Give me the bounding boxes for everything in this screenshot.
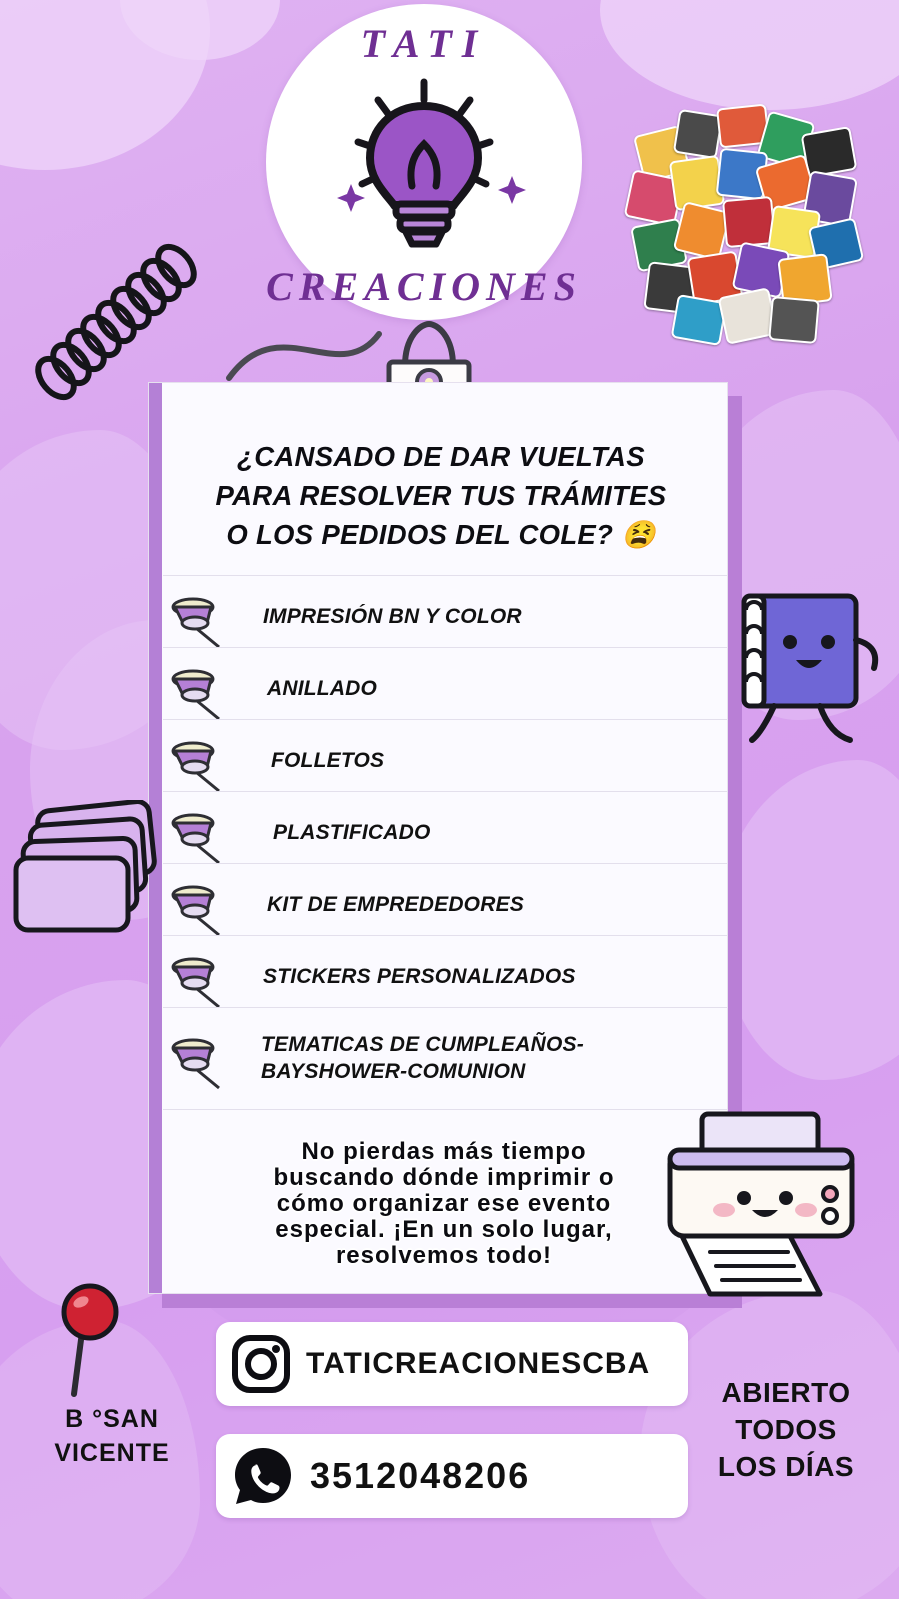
service-row xyxy=(163,1013,727,1103)
sticker-pile-icon xyxy=(628,106,872,350)
row-divider xyxy=(163,1007,727,1008)
hours-line-3: LOS DÍAS xyxy=(717,1450,855,1482)
row-divider xyxy=(163,863,727,864)
pushpin-icon xyxy=(163,1022,241,1094)
heading-line-1: ¿CANSADO DE DAR VUELTAS xyxy=(237,441,645,472)
tired-face-emoji: 😫 xyxy=(621,519,656,551)
bg-petal xyxy=(720,760,899,1080)
instagram-icon[interactable] xyxy=(230,1333,292,1395)
pushpin-icon xyxy=(163,725,241,797)
open-hours-label xyxy=(691,1375,881,1486)
service-row xyxy=(163,653,727,725)
card-stack-icon xyxy=(8,800,178,950)
printer-icon xyxy=(640,1110,888,1310)
service-row xyxy=(163,869,727,941)
hours-line-1: ABIERTO xyxy=(721,1377,851,1408)
closing-line-1: No pierdas más tiempo xyxy=(301,1138,587,1165)
logo-bottom-text: CREACIONES xyxy=(266,264,582,309)
closing-message xyxy=(171,1139,717,1269)
row-divider xyxy=(163,647,727,648)
brand-logo xyxy=(266,4,582,320)
closing-line-2: buscando dónde imprimir o xyxy=(273,1163,615,1191)
pushpin-icon xyxy=(163,941,241,1013)
service-label: STICKERS PERSONALIZADOS xyxy=(263,965,576,989)
card-heading xyxy=(171,437,711,554)
row-divider xyxy=(163,935,727,936)
instagram-contact[interactable] xyxy=(216,1322,688,1406)
bg-blob xyxy=(120,0,280,60)
logo-top-text: TATI xyxy=(360,21,488,66)
heading-line-3 xyxy=(171,515,711,554)
service-row xyxy=(163,941,727,1013)
service-label: KIT DE EMPREDEDORES xyxy=(267,893,524,917)
row-divider xyxy=(163,575,727,576)
service-label: IMPRESIÓN BN Y COLOR xyxy=(263,605,522,629)
map-pin-icon xyxy=(46,1280,136,1400)
notebook-character-icon xyxy=(716,580,891,770)
instagram-handle[interactable]: TATICREACIONESCBA xyxy=(306,1347,651,1380)
heading-line-2: PARA RESOLVER TUS TRÁMITES xyxy=(215,480,667,512)
location-line-2: VICENTE xyxy=(54,1438,170,1467)
location-line-1: B °SAN xyxy=(65,1405,159,1433)
whatsapp-contact[interactable] xyxy=(216,1434,688,1518)
hours-line-2: TODOS xyxy=(735,1413,837,1445)
row-divider xyxy=(163,791,727,792)
service-row xyxy=(163,581,727,653)
whatsapp-number[interactable]: 3512048206 xyxy=(310,1455,531,1496)
bg-blob xyxy=(0,0,210,170)
closing-line-4: especial. ¡En un solo lugar, xyxy=(275,1215,613,1243)
heading-line-3-text: O LOS PEDIDOS DEL COLE? xyxy=(226,519,614,551)
service-row xyxy=(163,797,727,869)
closing-line-3: cómo organizar ese evento xyxy=(276,1189,612,1217)
bg-blob xyxy=(600,0,899,110)
pushpin-icon xyxy=(163,653,241,725)
service-label: FOLLETOS xyxy=(271,749,385,773)
whatsapp-icon[interactable] xyxy=(230,1443,296,1509)
service-row xyxy=(163,725,727,797)
location-label xyxy=(14,1403,210,1471)
service-label: TEMATICAS DE CUMPLEAÑOS-BAYSHOWER-COMUNION xyxy=(261,1032,584,1083)
row-divider xyxy=(163,719,727,720)
service-label: PLASTIFICADO xyxy=(273,821,431,845)
closing-line-5: resolvemos todo! xyxy=(335,1241,553,1269)
service-label: ANILLADO xyxy=(267,677,378,701)
pushpin-icon xyxy=(163,581,241,653)
